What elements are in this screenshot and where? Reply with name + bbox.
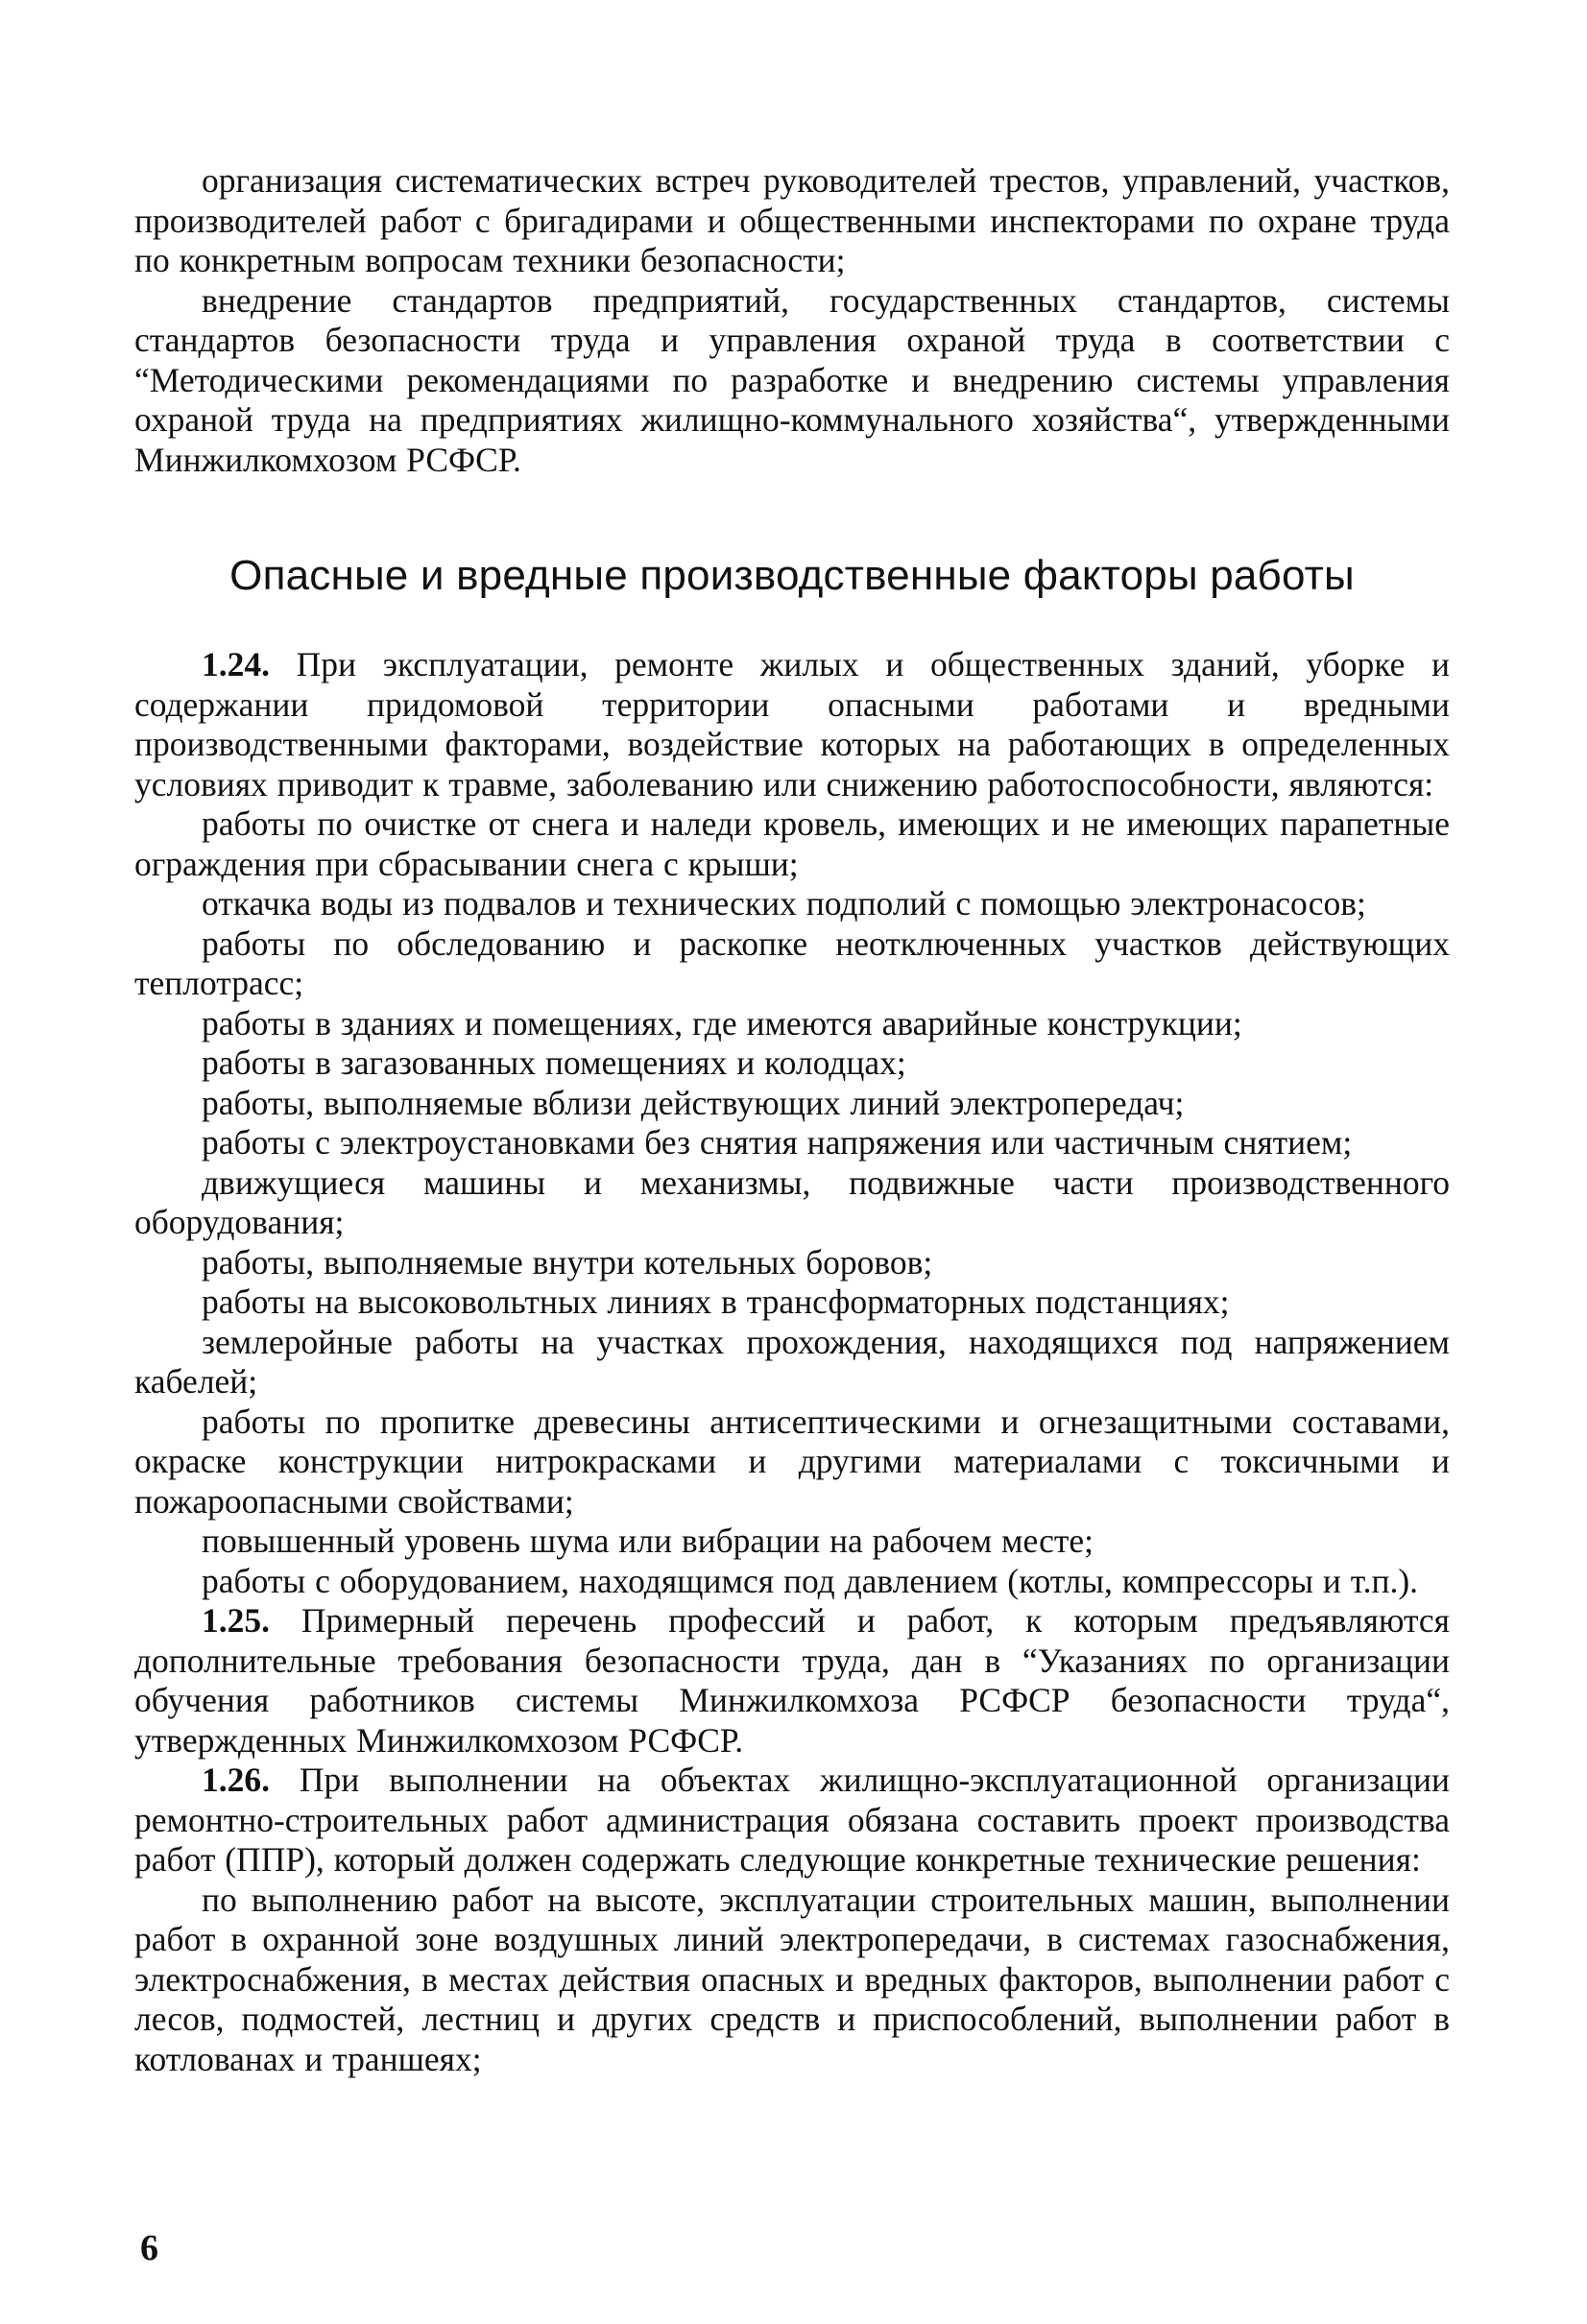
paragraph-1-25 <box>134 1601 1450 1761</box>
paragraph-text: При эксплуатации, ремонте жилых и общественных зданий, уборке и содержании придомовой территории опасными работами и вредными производственными факторами, воздействие которых на работающих в определенных условиях приводит к травме, заболеванию или снижению работоспособности, являются: <box>134 645 1450 803</box>
list-item: работы по обследованию и раскопке неотключенных участков действующих теплотрасс; <box>134 923 1450 1002</box>
paragraph-1-26 <box>134 1761 1450 1881</box>
paragraph-number: 1.25. <box>202 1601 270 1640</box>
list-item: работы в зданиях и помещениях, где имеются аварийные конструкции; <box>202 1003 1242 1042</box>
page-body <box>134 161 1450 2079</box>
list-item: движущиеся машины и механизмы, подвижные части производственного оборудования; <box>134 1162 1450 1241</box>
paragraph-text: Примерный перечень профессий и работ, к которым предъявляются дополнительные требования безопасности труда, дан в “Указаниях по организации обучения работников системы Минжилкомхоза РСФСР безопасности труда“, утвержденных Минжилкомхозом РСФСР. <box>134 1601 1450 1760</box>
list-item: работы с оборудованием, находящимся под давлением (котлы, компрессоры и т.п.). <box>202 1561 1419 1600</box>
paragraph-intro-2: внедрение стандартов предприятий, государственных стандартов, системы стандартов безопасности труда и управления охраной труда в соответствии с “Методическими рекомендациями по разработке и внедрению системы управления охраной труда на предприятиях жилищно-коммунального хозяйства“, утвержденными Минжилкомхозом РСФСР. <box>134 280 1450 479</box>
paragraph-text: При выполнении на объектах жилищно-эксплуатационной организации ремонтно-строительных работ администрация обязана составить проект производства работ (ППР), который должен содержать следующие конкретные технические решения: <box>134 1761 1451 1879</box>
list-item: работы в загазованных помещениях и колодцах; <box>202 1043 906 1082</box>
list-item: работы с электроустановками без снятия напряжения или частичным снятием; <box>202 1123 1353 1162</box>
list-item: работы на высоковольтных линиях в трансформаторных подстанциях; <box>202 1282 1230 1321</box>
list-item: откачка воды из подвалов и технических подполий с помощью электронасосов; <box>202 884 1366 922</box>
list-item: работы по пропитке древесины антисептическими и огнезащитными составами, окраске конструкции нитрокрасками и другими материалами с токсичными и пожароопасными свойствами; <box>134 1402 1450 1521</box>
paragraph-intro-1: организация систематических встреч руководителей трестов, управлений, участков, производителей работ с бригадирами и общественными инспекторами по охране труда по конкретным вопросам техники безопасности; <box>134 161 1450 279</box>
list-item: повышенный уровень шума или вибрации на рабочем месте; <box>202 1521 1094 1560</box>
paragraph-1-24 <box>134 645 1450 804</box>
paragraph-number: 1.26. <box>202 1761 270 1799</box>
list-item: работы, выполняемые вблизи действующих линий электропередач; <box>202 1083 1185 1122</box>
list-item: работы по очистке от снега и наледи кровель, имеющих и не имеющих парапетные ограждения при сбрасывании снега с крыши; <box>134 804 1450 883</box>
section-title: Опасные и вредные производственные факторы работы <box>229 552 1355 599</box>
list-item: землеройные работы на участках прохождения, находящихся под напряжением кабелей; <box>134 1322 1450 1401</box>
list-item: по выполнению работ на высоте, эксплуатации строительных машин, выполнении работ в охранной зоне воздушных линий электропередачи, в системах газоснабжения, электроснабжения, в местах действия опасных и вредных факторов, выполнении работ с лесов, подмостей, лестниц и других средств и приспособлений, выполнении работ в котлованах и траншеях; <box>134 1880 1450 2078</box>
paragraph-number: 1.24. <box>202 645 270 683</box>
page-number: 6 <box>140 2228 158 2268</box>
list-item: работы, выполняемые внутри котельных боровов; <box>202 1242 933 1282</box>
